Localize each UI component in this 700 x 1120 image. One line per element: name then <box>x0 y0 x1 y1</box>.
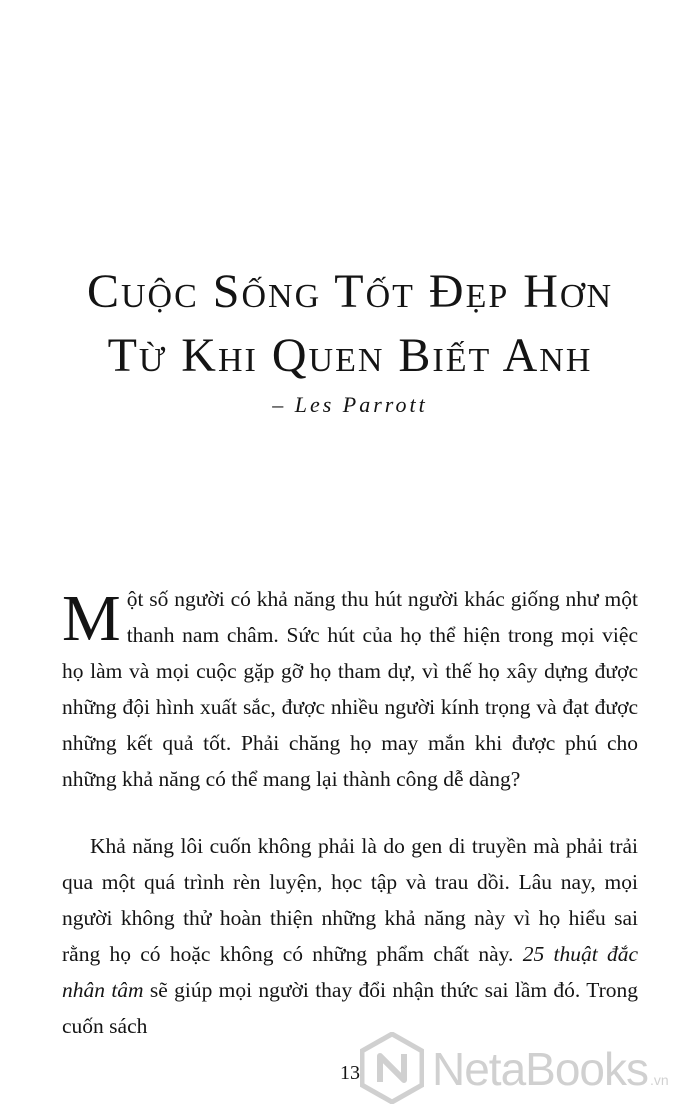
netabooks-logo-icon <box>360 1032 424 1109</box>
paragraph-2-text-after: sẽ giúp mọi người thay đổi nhận thức sai lầm đó. Trong cuốn sách <box>62 978 638 1038</box>
watermark-suffix: .vn <box>650 1072 669 1088</box>
paragraph-1 <box>62 581 638 797</box>
chapter-title-line-2: Từ Khi Quen Biết Anh <box>107 329 593 382</box>
book-title-italic: 25 thuật đắc nhân tâm <box>62 942 638 1002</box>
chapter-author: – Les Parrott <box>272 392 428 417</box>
paragraph-2-text-before: Khả năng lôi cuốn không phải là do gen di truyền mà phải trải qua một quá trình rèn luyện, học tập và trau dồi. Lâu nay, mọi người không thử hoàn thiện những khả năng này vì họ hiểu sai rằng họ có hoặc không có những phẩm chất này. <box>62 834 638 966</box>
chapter-title-line-1: Cuộc Sống Tốt Đẹp Hơn <box>86 265 614 318</box>
drop-cap: M <box>62 582 121 655</box>
watermark-brand: NetaBooks <box>432 1043 649 1095</box>
page-number: 13 <box>340 1062 360 1084</box>
paragraph-1-text: ột số người có khả năng thu hút người khác giống như một thanh nam châm. Sức hút của họ thể hiện trong mọi việc họ làm và mọi cuộc gặp gỡ họ tham dự, vì thế họ xây dựng được những đội hình xuất sắc, được nhiều người kính trọng và đạt được những kết quả tốt. Phải chăng họ may mắn khi được phú cho những khả năng có thể mang lại thành công dễ dàng? <box>62 587 638 791</box>
watermark <box>360 1028 690 1108</box>
paragraph-2 <box>62 828 638 1044</box>
